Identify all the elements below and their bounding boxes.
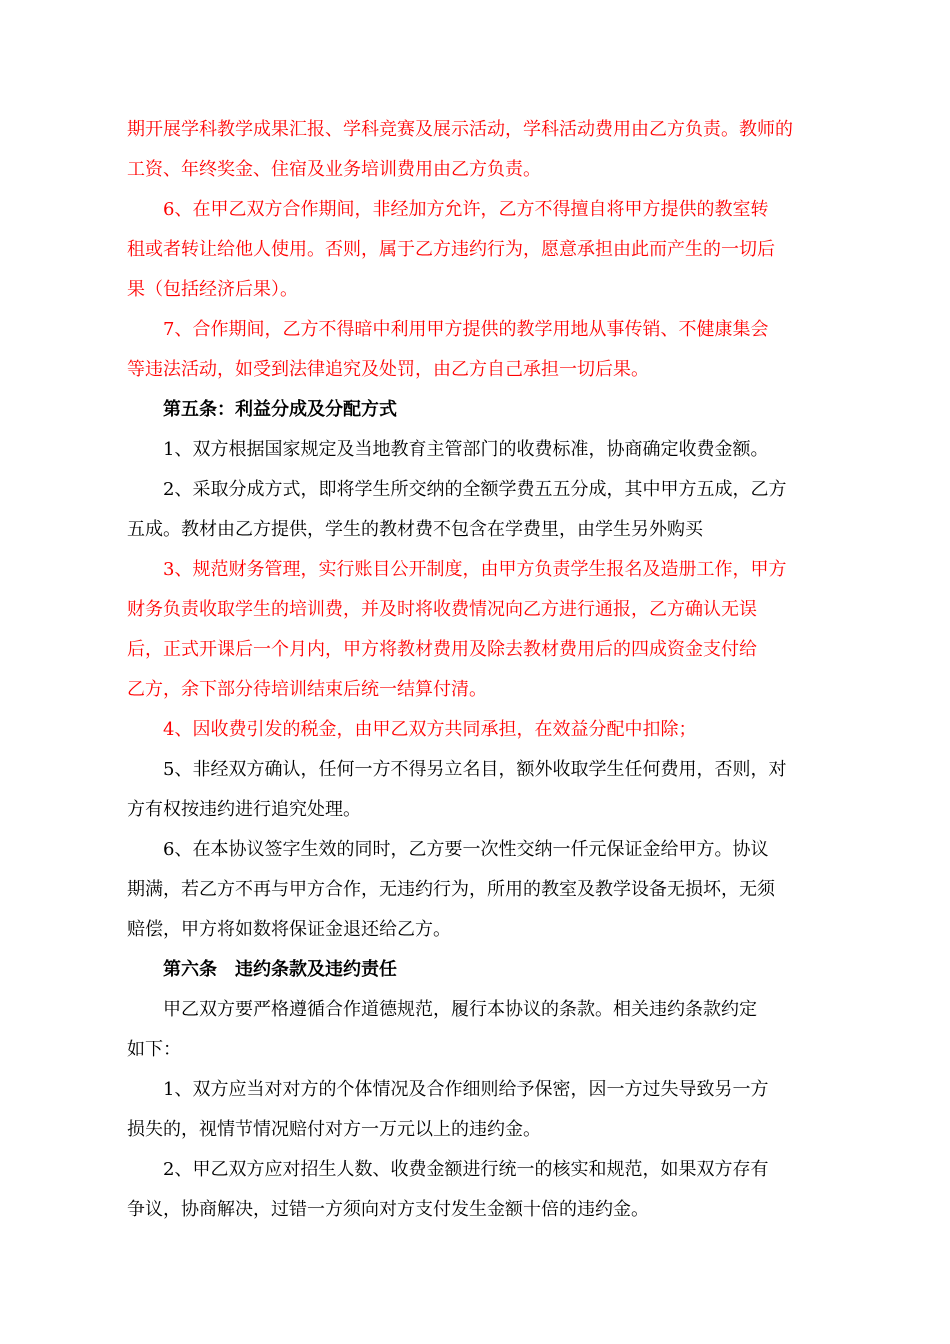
text-line: 4、因收费引发的税金，由甲乙双方共同承担，在效益分配中扣除； <box>163 719 697 740</box>
text-line: 7、合作期间，乙方不得暗中利用甲方提供的教学用地从事传销、不健康集会 <box>163 319 769 340</box>
text-line: 租或者转让给他人使用。否则，属于乙方违约行为，愿意承担由此而产生的一切后 <box>127 239 775 260</box>
text-line: 果（包括经济后果）。 <box>127 279 298 300</box>
text-line: 五成。教材由乙方提供，学生的教材费不包含在学费里，由学生另外购买 <box>127 519 703 540</box>
text-line: 乙方，余下部分待培训结束后统一结算付清。 <box>127 679 487 700</box>
text-line: 1、双方根据国家规定及当地教育主管部门的收费标准，协商确定收费金额。 <box>163 439 769 460</box>
text-line: 期开展学科教学成果汇报、学科竞赛及展示活动，学科活动费用由乙方负责。教师的 <box>127 119 793 140</box>
text-line: 期满，若乙方不再与甲方合作，无违约行为，所用的教室及教学设备无损坏，无须 <box>127 879 775 900</box>
text-line: 方有权按违约进行追究处理。 <box>127 799 361 820</box>
text-line: 2、采取分成方式，即将学生所交纳的全额学费五五分成，其中甲方五成，乙方 <box>163 479 787 500</box>
text-line: 争议，协商解决，过错一方须向对方支付发生金额十倍的违约金。 <box>127 1199 649 1220</box>
text-line: 财务负责收取学生的培训费，并及时将收费情况向乙方进行通报，乙方确认无误 <box>127 599 757 620</box>
text-line: 工资、年终奖金、住宿及业务培训费用由乙方负责。 <box>127 159 541 180</box>
text-line: 等违法活动，如受到法律追究及处罚，由乙方自己承担一切后果。 <box>127 359 649 380</box>
text-line: 赔偿，甲方将如数将保证金退还给乙方。 <box>127 919 451 940</box>
text-line: 甲乙双方要严格遵循合作道德规范，履行本协议的条款。相关违约条款约定 <box>163 999 757 1020</box>
text-line: 损失的，视情节情况赔付对方一万元以上的违约金。 <box>127 1119 541 1140</box>
text-line: 5、非经双方确认，任何一方不得另立名目，额外收取学生任何费用，否则，对 <box>163 759 787 780</box>
section-heading: 第六条 违约条款及违约责任 <box>163 959 397 980</box>
text-line: 如下： <box>127 1039 181 1060</box>
text-line: 3、规范财务管理，实行账目公开制度，由甲方负责学生报名及造册工作，甲方 <box>163 559 787 580</box>
text-line: 1、双方应当对对方的个体情况及合作细则给予保密，因一方过失导致另一方 <box>163 1079 769 1100</box>
text-line: 6、在甲乙双方合作期间，非经加方允许，乙方不得擅自将甲方提供的教室转 <box>163 199 769 220</box>
text-line: 后，正式开课后一个月内，甲方将教材费用及除去教材费用后的四成资金支付给 <box>127 639 757 660</box>
section-heading: 第五条：利益分成及分配方式 <box>163 399 397 420</box>
text-line: 6、在本协议签字生效的同时，乙方要一次性交纳一仟元保证金给甲方。协议 <box>163 839 769 860</box>
text-line: 2、甲乙双方应对招生人数、收费金额进行统一的核实和规范，如果双方存有 <box>163 1159 769 1180</box>
